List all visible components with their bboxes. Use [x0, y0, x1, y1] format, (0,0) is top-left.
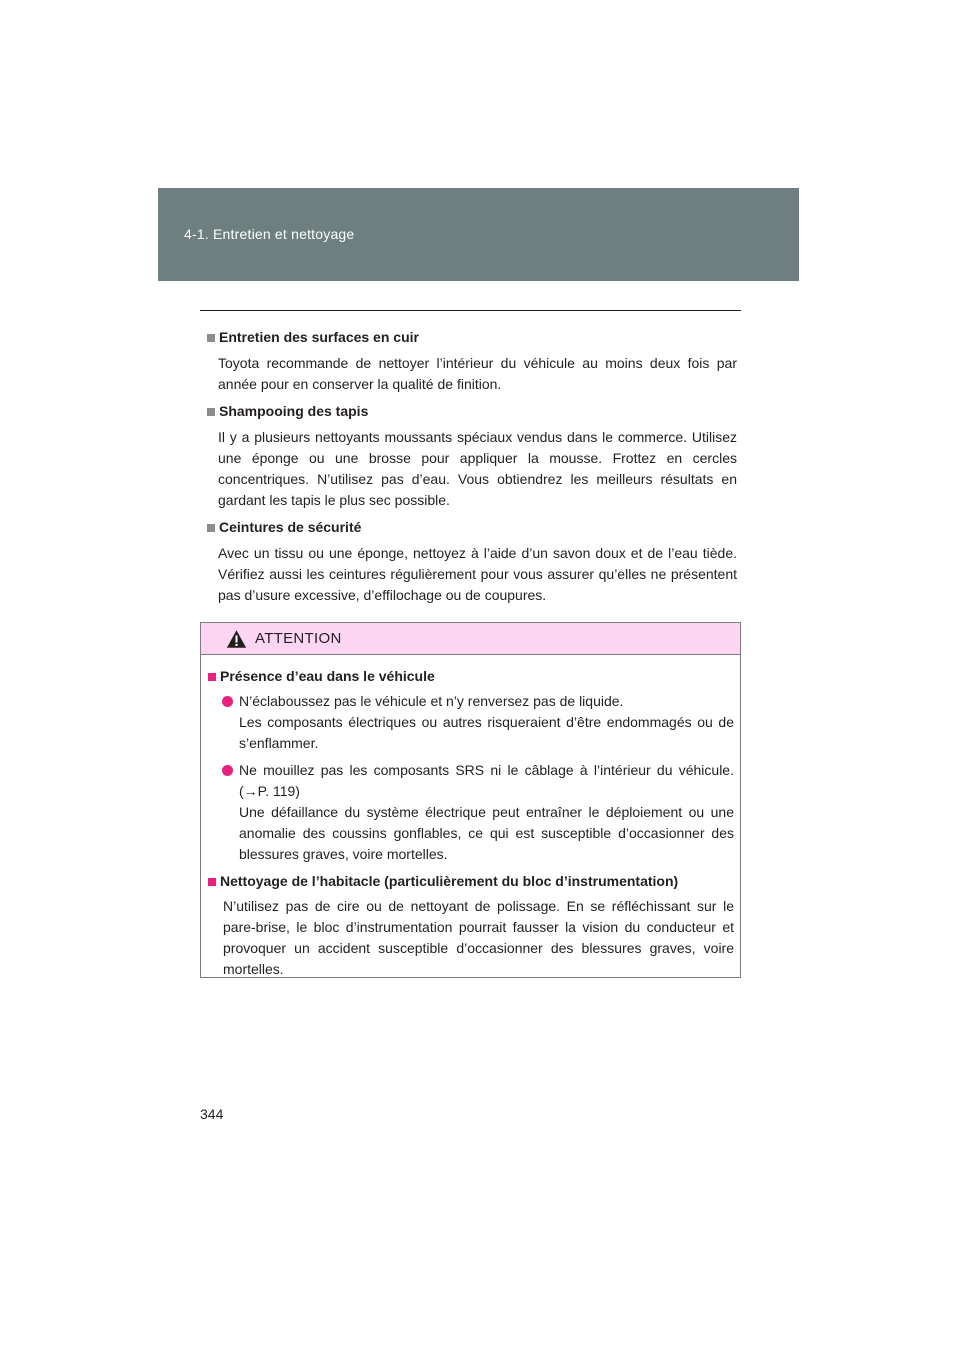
attention-title: ATTENTION: [255, 630, 342, 647]
attention-heading: [208, 871, 734, 892]
attention-header: [201, 623, 740, 655]
attention-section-cabin: [208, 871, 734, 980]
round-bullet-icon: [222, 765, 233, 776]
bullet-line: Une défaillance du système électrique peut entraîner le déploiement ou une anomalie des coussins gonflables, ce qui est susceptible d’occasionner des blessures graves, voire mortelles.: [239, 804, 734, 862]
main-content: [207, 327, 737, 612]
chapter-title: 4-1. Entretien et nettoyage: [184, 226, 355, 242]
attention-section-water: [208, 666, 734, 865]
square-bullet-icon: [208, 878, 216, 886]
attention-heading-text: Présence d’eau dans le véhicule: [220, 668, 435, 684]
section-text: Il y a plusieurs nettoyants moussants spéciaux vendus dans le commerce. Utilisez une éponge ou une brosse pour appliquer la mousse. Frottez en cercles concentriques. N’utilisez pas d’eau. Vous obtiendrez les meilleurs résultats en gardant les tapis le plus sec possible.: [218, 429, 737, 508]
warning-triangle-icon: [226, 629, 247, 649]
attention-text: N’utilisez pas de cire ou de nettoyant de polissage. En se réfléchissant sur le pare-brise, le bloc d’instrumentation pourrait fausser la vision du conducteur et provoquer un accident susceptible d’occasionner des blessures graves, voire mortelles.: [223, 898, 734, 977]
page-number: 344: [200, 1106, 224, 1122]
section-heading-text: Ceintures de sécurité: [219, 519, 362, 535]
attention-heading-text: Nettoyage de l’habitacle (particulièrement du bloc d’instrumentation): [220, 873, 679, 889]
header-divider: [200, 310, 741, 311]
section-text: Avec un tissu ou une éponge, nettoyez à l’aide d’un savon doux et de l’eau tiède. Vérifiez aussi les ceintures régulièrement pour vous assurer qu’elles ne présentent pas d’usure excessive, d’effilochage ou de coupures.: [218, 545, 737, 603]
section-seatbelts: [207, 517, 737, 606]
square-bullet-icon: [207, 334, 215, 342]
bullet-line: Les composants électriques ou autres risqueraient d’être endommagés ou de s’enflammer.: [239, 714, 734, 751]
attention-box: [200, 622, 741, 978]
section-heading-text: Entretien des surfaces en cuir: [219, 329, 419, 345]
attention-heading: [208, 666, 734, 687]
section-heading: [207, 401, 737, 422]
attention-bullet: [208, 691, 734, 754]
section-heading: [207, 517, 737, 538]
square-bullet-icon: [207, 524, 215, 532]
bullet-line: N’éclaboussez pas le véhicule et n’y renversez pas de liquide.: [239, 693, 624, 709]
section-text: Toyota recommande de nettoyer l’intérieur du véhicule au moins deux fois par année pour en conserver la qualité de finition.: [218, 355, 737, 392]
attention-body: [201, 655, 740, 980]
round-bullet-icon: [222, 696, 233, 707]
section-leather: [207, 327, 737, 395]
section-heading-text: Shampooing des tapis: [219, 403, 369, 419]
section-carpet: [207, 401, 737, 511]
square-bullet-icon: [207, 408, 215, 416]
attention-bullet: [208, 760, 734, 865]
square-bullet-icon: [208, 673, 216, 681]
chapter-header: [158, 188, 799, 281]
bullet-line: Ne mouillez pas les composants SRS ni le câblage à l’intérieur du véhicule. (→P. 119): [239, 762, 734, 799]
section-heading: [207, 327, 737, 348]
